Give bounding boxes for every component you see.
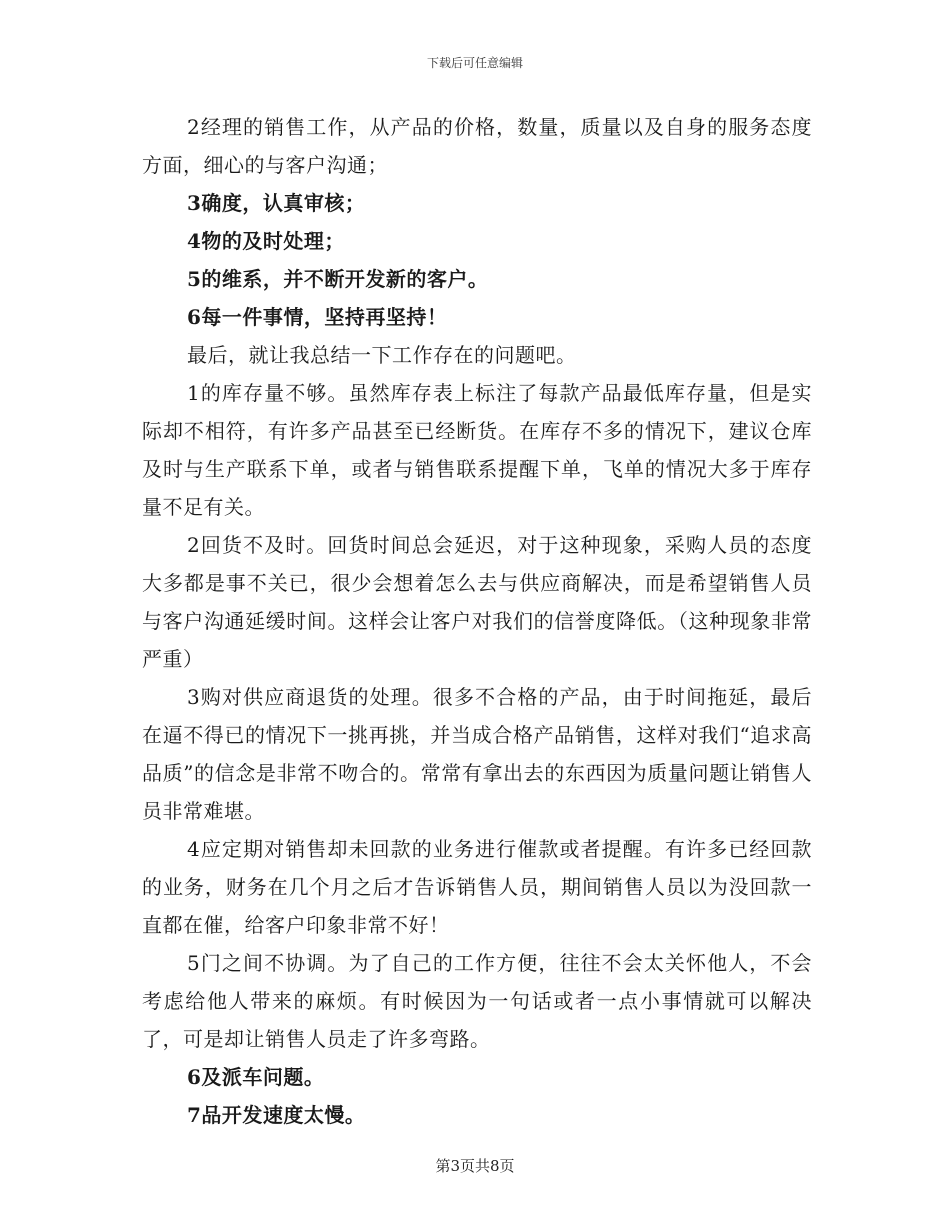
- paragraph-3: 4物的及时处理；: [187, 229, 345, 253]
- paragraph-1: 2经理的销售工作，从产品的价格，数量，质量以及自身的服务态度方面，细心的与客户沟通；: [142, 115, 812, 177]
- page-footer: 第3页共8页: [435, 1157, 515, 1175]
- paragraph-5: 6每一件事情，坚持再坚持！: [187, 305, 448, 329]
- paragraph-9: 3购对供应商退货的处理。很多不合格的产品，由于时间拖延，最后在逼不得已的情况下一挑再挑，并当成合格产品销售，这样对我们“追求高品质”的信念是非常不吻合的。常常有拿出去的东西因为质量问题让销售人员非常难堪。: [142, 685, 812, 823]
- paragraph-4: 5的维系，并不断开发新的客户。: [187, 267, 489, 291]
- paragraph-11: 5门之间不协调。为了自己的工作方便，往往不会太关怀他人，不会考虑给他人带来的麻烦。有时候因为一句话或者一点小事情就可以解决了，可是却让销售人员走了许多弯路。: [142, 951, 812, 1051]
- document-body: [142, 108, 812, 1134]
- paragraph-2: 3确度，认真审核；: [187, 191, 366, 215]
- paragraph-8: 2回货不及时。回货时间总会延迟，对于这种现象，采购人员的态度大多都是事不关已，很少会想着怎么去与供应商解决，而是希望销售人员与客户沟通延缓时间。这样会让客户对我们的信誉度降低。（这种现象非常严重）: [142, 533, 812, 671]
- page-header: 下载后可任意编辑: [426, 56, 523, 70]
- paragraph-13: 7品开发速度太慢。: [187, 1103, 366, 1127]
- paragraph-6: 最后，就让我总结一下工作存在的问题吧。: [187, 343, 577, 367]
- paragraph-10: 4应定期对销售却未回款的业务进行催款或者提醒。有许多已经回款的业务，财务在几个月之后才告诉销售人员，期间销售人员以为没回款一直都在催，给客户印象非常不好！: [142, 837, 812, 937]
- paragraph-12: 6及派车问题。: [187, 1065, 325, 1089]
- paragraph-7: 1的库存量不够。虽然库存表上标注了每款产品最低库存量，但是实际却不相符，有许多产品甚至已经断货。在库存不多的情况下，建议仓库及时与生产联系下单，或者与销售联系提醒下单，飞单的情况大多于库存量不足有关。: [142, 381, 812, 519]
